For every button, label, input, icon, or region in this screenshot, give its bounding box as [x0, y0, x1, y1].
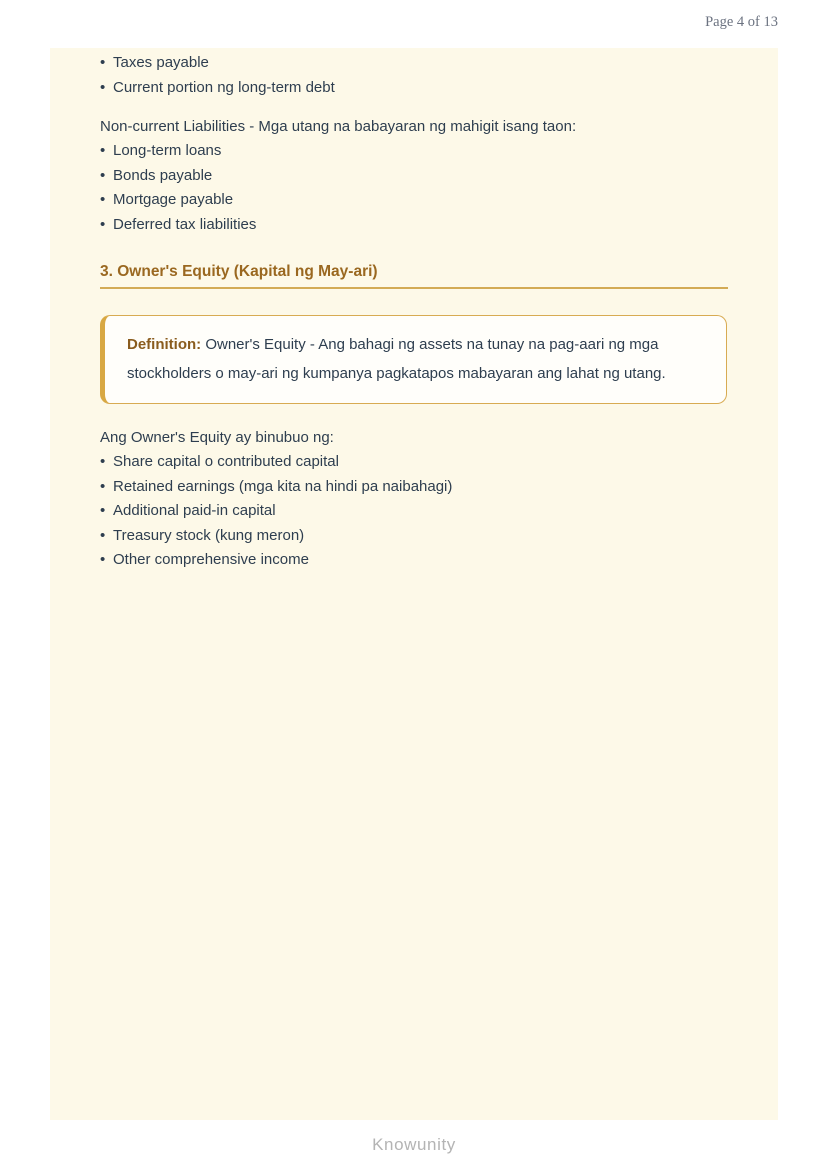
bullet-marker: •	[100, 142, 106, 159]
page-indicator: Page 4 of 13	[705, 14, 778, 30]
section-heading-owners-equity: 3. Owner's Equity (Kapital ng May-ari)	[100, 263, 378, 280]
bullet-marker: •	[100, 78, 106, 96]
bullet-marker: •	[100, 453, 106, 470]
list-item-text: Bonds payable	[113, 166, 213, 184]
list-item	[100, 548, 728, 573]
brand-footer: Knowunity	[372, 1135, 456, 1154]
list-item-text: Deferred tax liabilities	[113, 215, 257, 233]
bullet-marker: •	[100, 191, 106, 208]
list-item	[100, 475, 728, 500]
document-page	[50, 48, 778, 1120]
bullet-marker: •	[100, 54, 106, 71]
list-item-text: Taxes payable	[113, 54, 209, 71]
bullet-marker: •	[100, 477, 106, 495]
bullet-marker: •	[100, 526, 106, 544]
list-item	[100, 213, 728, 238]
list-item-text: Retained earnings (mga kita na hindi pa naibahagi)	[113, 477, 453, 495]
list-item-text: Treasury stock (kung meron)	[113, 526, 305, 544]
list-item	[100, 51, 728, 76]
list-item	[100, 76, 728, 101]
list-item	[100, 499, 728, 524]
bullet-marker: •	[100, 502, 106, 519]
bullet-marker: •	[100, 215, 106, 233]
list-item	[100, 164, 728, 189]
noncurrent-liabilities-lead: Non-current Liabilities - Mga utang na babayaran ng mahigit isang taon:	[100, 118, 577, 135]
list-item	[100, 450, 728, 475]
list-item-text: Current portion ng long-term debt	[113, 78, 335, 96]
definition-text: Owner's Equity - Ang bahagi ng assets na tunay na pag-aari ng mga stockholders o may-ari ng kumpanya pagkatapos mabayaran ang lahat ng utang.	[127, 336, 666, 382]
list-item-text: Additional paid-in capital	[113, 502, 276, 519]
equity-components-list	[100, 450, 728, 573]
list-item-text: Other comprehensive income	[113, 551, 309, 568]
bullet-marker: •	[100, 551, 106, 568]
equity-composition-lead: Ang Owner's Equity ay binubuo ng:	[100, 429, 334, 446]
definition-label: Definition:	[127, 336, 202, 353]
list-item-text: Mortgage payable	[113, 191, 234, 208]
definition-body	[127, 330, 704, 388]
noncurrent-liabilities-list	[100, 139, 728, 237]
section-divider	[100, 287, 728, 289]
list-item	[100, 524, 728, 549]
current-liabilities-list	[100, 51, 728, 100]
bullet-marker: •	[100, 166, 106, 184]
list-item	[100, 188, 728, 213]
list-item	[100, 139, 728, 164]
list-item-text: Long-term loans	[113, 142, 222, 159]
list-item-text: Share capital o contributed capital	[113, 453, 339, 470]
definition-box	[100, 315, 727, 404]
